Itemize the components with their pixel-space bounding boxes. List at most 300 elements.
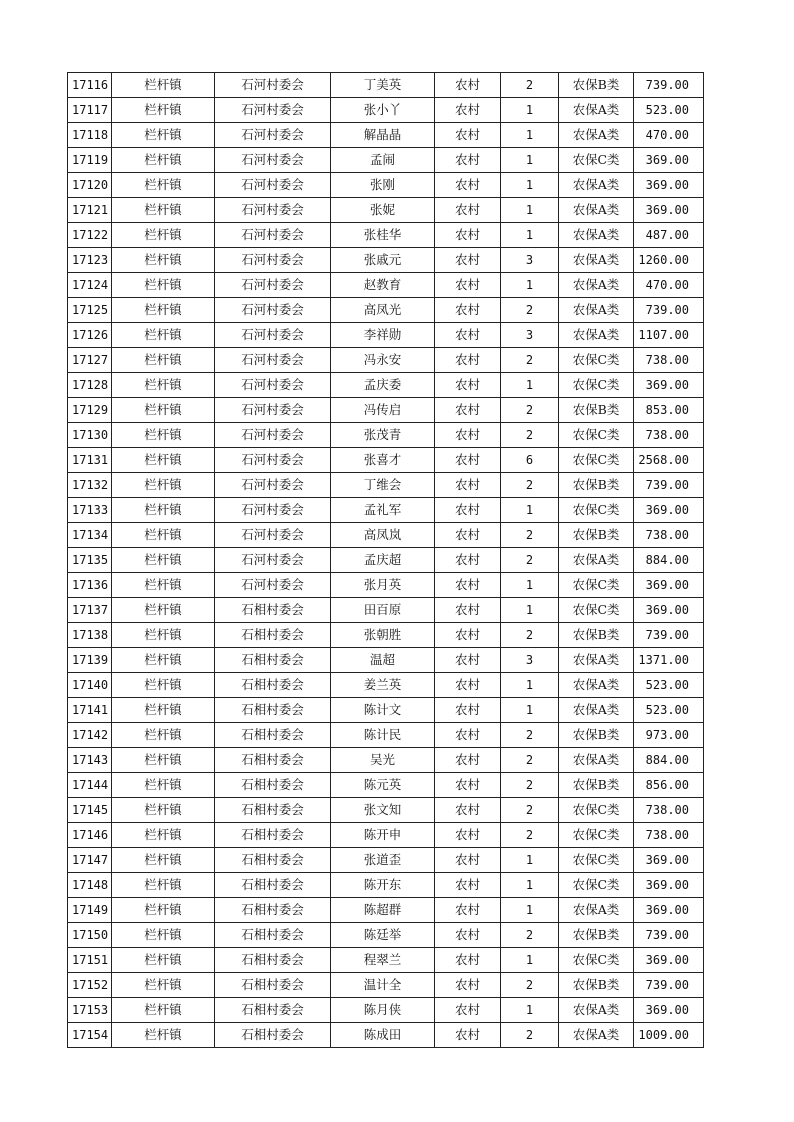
person-name-cell: 孟庆委 [331, 373, 435, 398]
insurance-category-cell: 农保B类 [559, 723, 634, 748]
record-id-cell: 17120 [68, 173, 112, 198]
member-count-cell: 2 [501, 298, 559, 323]
household-type-cell: 农村 [435, 973, 501, 998]
amount-cell: 739.00 [634, 473, 704, 498]
village-committee-cell: 石相村委会 [215, 673, 331, 698]
village-committee-cell: 石河村委会 [215, 548, 331, 573]
insurance-category-cell: 农保A类 [559, 198, 634, 223]
insurance-category-cell: 农保A类 [559, 323, 634, 348]
person-name-cell: 张桂华 [331, 223, 435, 248]
village-committee-cell: 石河村委会 [215, 198, 331, 223]
member-count-cell: 3 [501, 323, 559, 348]
table-row [68, 698, 704, 723]
person-name-cell: 张朝胜 [331, 623, 435, 648]
household-type-cell: 农村 [435, 898, 501, 923]
member-count-cell: 1 [501, 123, 559, 148]
village-committee-cell: 石河村委会 [215, 573, 331, 598]
member-count-cell: 2 [501, 348, 559, 373]
household-type-cell: 农村 [435, 323, 501, 348]
insurance-category-cell: 农保A类 [559, 98, 634, 123]
village-committee-cell: 石河村委会 [215, 473, 331, 498]
amount-cell: 369.00 [634, 873, 704, 898]
member-count-cell: 1 [501, 873, 559, 898]
insurance-category-cell: 农保A类 [559, 223, 634, 248]
village-committee-cell: 石相村委会 [215, 948, 331, 973]
household-type-cell: 农村 [435, 123, 501, 148]
town-cell: 栏杆镇 [112, 698, 215, 723]
person-name-cell: 张茂青 [331, 423, 435, 448]
table-row [68, 98, 704, 123]
town-cell: 栏杆镇 [112, 198, 215, 223]
town-cell: 栏杆镇 [112, 673, 215, 698]
town-cell: 栏杆镇 [112, 173, 215, 198]
village-committee-cell: 石河村委会 [215, 123, 331, 148]
household-type-cell: 农村 [435, 598, 501, 623]
town-cell: 栏杆镇 [112, 98, 215, 123]
record-id-cell: 17139 [68, 648, 112, 673]
amount-cell: 739.00 [634, 973, 704, 998]
member-count-cell: 1 [501, 173, 559, 198]
record-id-cell: 17133 [68, 498, 112, 523]
table-row [68, 223, 704, 248]
person-name-cell: 张戚元 [331, 248, 435, 273]
table-row [68, 873, 704, 898]
member-count-cell: 2 [501, 398, 559, 423]
village-committee-cell: 石相村委会 [215, 1023, 331, 1048]
household-type-cell: 农村 [435, 998, 501, 1023]
town-cell: 栏杆镇 [112, 148, 215, 173]
town-cell: 栏杆镇 [112, 298, 215, 323]
table-row [68, 1023, 704, 1048]
amount-cell: 884.00 [634, 748, 704, 773]
insurance-category-cell: 农保A类 [559, 698, 634, 723]
table-row [68, 198, 704, 223]
village-committee-cell: 石河村委会 [215, 298, 331, 323]
member-count-cell: 2 [501, 623, 559, 648]
insurance-category-cell: 农保A类 [559, 548, 634, 573]
person-name-cell: 孟庆超 [331, 548, 435, 573]
person-name-cell: 张月英 [331, 573, 435, 598]
member-count-cell: 1 [501, 698, 559, 723]
person-name-cell: 温计全 [331, 973, 435, 998]
amount-cell: 853.00 [634, 398, 704, 423]
record-id-cell: 17146 [68, 823, 112, 848]
insurance-category-cell: 农保B类 [559, 473, 634, 498]
person-name-cell: 陈超群 [331, 898, 435, 923]
table-row [68, 773, 704, 798]
insurance-category-cell: 农保B类 [559, 973, 634, 998]
insurance-category-cell: 农保C类 [559, 598, 634, 623]
table-row [68, 498, 704, 523]
household-type-cell: 农村 [435, 723, 501, 748]
member-count-cell: 2 [501, 723, 559, 748]
village-committee-cell: 石河村委会 [215, 223, 331, 248]
amount-cell: 523.00 [634, 698, 704, 723]
household-type-cell: 农村 [435, 273, 501, 298]
town-cell: 栏杆镇 [112, 223, 215, 248]
insurance-category-cell: 农保A类 [559, 123, 634, 148]
table-row [68, 73, 704, 98]
table-row [68, 823, 704, 848]
amount-cell: 739.00 [634, 73, 704, 98]
amount-cell: 738.00 [634, 798, 704, 823]
record-id-cell: 17135 [68, 548, 112, 573]
town-cell: 栏杆镇 [112, 498, 215, 523]
person-name-cell: 冯永安 [331, 348, 435, 373]
amount-cell: 369.00 [634, 498, 704, 523]
insurance-category-cell: 农保C类 [559, 798, 634, 823]
amount-cell: 470.00 [634, 273, 704, 298]
household-type-cell: 农村 [435, 398, 501, 423]
amount-cell: 2568.00 [634, 448, 704, 473]
table-row [68, 798, 704, 823]
household-type-cell: 农村 [435, 573, 501, 598]
record-id-cell: 17130 [68, 423, 112, 448]
amount-cell: 369.00 [634, 898, 704, 923]
insurance-category-cell: 农保B类 [559, 623, 634, 648]
village-committee-cell: 石相村委会 [215, 973, 331, 998]
town-cell: 栏杆镇 [112, 973, 215, 998]
village-committee-cell: 石河村委会 [215, 323, 331, 348]
village-committee-cell: 石相村委会 [215, 823, 331, 848]
table-row [68, 398, 704, 423]
record-id-cell: 17134 [68, 523, 112, 548]
record-id-cell: 17140 [68, 673, 112, 698]
town-cell: 栏杆镇 [112, 523, 215, 548]
household-type-cell: 农村 [435, 848, 501, 873]
amount-cell: 1260.00 [634, 248, 704, 273]
town-cell: 栏杆镇 [112, 623, 215, 648]
amount-cell: 884.00 [634, 548, 704, 573]
table-row [68, 273, 704, 298]
amount-cell: 369.00 [634, 598, 704, 623]
table-row [68, 848, 704, 873]
member-count-cell: 2 [501, 1023, 559, 1048]
town-cell: 栏杆镇 [112, 748, 215, 773]
town-cell: 栏杆镇 [112, 848, 215, 873]
record-id-cell: 17122 [68, 223, 112, 248]
table-row [68, 898, 704, 923]
town-cell: 栏杆镇 [112, 1023, 215, 1048]
town-cell: 栏杆镇 [112, 473, 215, 498]
person-name-cell: 陈成田 [331, 1023, 435, 1048]
amount-cell: 739.00 [634, 298, 704, 323]
village-committee-cell: 石相村委会 [215, 723, 331, 748]
person-name-cell: 温超 [331, 648, 435, 673]
record-id-cell: 17141 [68, 698, 112, 723]
table-row [68, 723, 704, 748]
amount-cell: 523.00 [634, 98, 704, 123]
village-committee-cell: 石相村委会 [215, 748, 331, 773]
record-id-cell: 17143 [68, 748, 112, 773]
household-type-cell: 农村 [435, 648, 501, 673]
household-type-cell: 农村 [435, 98, 501, 123]
member-count-cell: 2 [501, 823, 559, 848]
member-count-cell: 1 [501, 848, 559, 873]
table-row [68, 623, 704, 648]
amount-cell: 1107.00 [634, 323, 704, 348]
record-id-cell: 17129 [68, 398, 112, 423]
table-row [68, 598, 704, 623]
household-type-cell: 农村 [435, 923, 501, 948]
table-row [68, 248, 704, 273]
person-name-cell: 程翠兰 [331, 948, 435, 973]
amount-cell: 487.00 [634, 223, 704, 248]
town-cell: 栏杆镇 [112, 348, 215, 373]
table-row [68, 923, 704, 948]
amount-cell: 369.00 [634, 148, 704, 173]
member-count-cell: 3 [501, 648, 559, 673]
person-name-cell: 张道歪 [331, 848, 435, 873]
household-type-cell: 农村 [435, 773, 501, 798]
person-name-cell: 丁美英 [331, 73, 435, 98]
amount-cell: 738.00 [634, 523, 704, 548]
town-cell: 栏杆镇 [112, 73, 215, 98]
person-name-cell: 陈开申 [331, 823, 435, 848]
record-id-cell: 17136 [68, 573, 112, 598]
table-row [68, 548, 704, 573]
person-name-cell: 张刚 [331, 173, 435, 198]
household-type-cell: 农村 [435, 198, 501, 223]
roster-body [68, 73, 704, 1048]
person-name-cell: 姜兰英 [331, 673, 435, 698]
member-count-cell: 2 [501, 973, 559, 998]
insurance-category-cell: 农保C类 [559, 498, 634, 523]
person-name-cell: 高凤岚 [331, 523, 435, 548]
insurance-category-cell: 农保C类 [559, 873, 634, 898]
insurance-category-cell: 农保A类 [559, 748, 634, 773]
person-name-cell: 赵教育 [331, 273, 435, 298]
amount-cell: 470.00 [634, 123, 704, 148]
person-name-cell: 陈月侠 [331, 998, 435, 1023]
village-committee-cell: 石相村委会 [215, 598, 331, 623]
table-row [68, 973, 704, 998]
household-type-cell: 农村 [435, 823, 501, 848]
person-name-cell: 丁维会 [331, 473, 435, 498]
town-cell: 栏杆镇 [112, 573, 215, 598]
household-type-cell: 农村 [435, 473, 501, 498]
insurance-category-cell: 农保C类 [559, 823, 634, 848]
record-id-cell: 17121 [68, 198, 112, 223]
record-id-cell: 17137 [68, 598, 112, 623]
household-type-cell: 农村 [435, 623, 501, 648]
person-name-cell: 孟礼军 [331, 498, 435, 523]
town-cell: 栏杆镇 [112, 798, 215, 823]
table-row [68, 473, 704, 498]
household-type-cell: 农村 [435, 423, 501, 448]
record-id-cell: 17128 [68, 373, 112, 398]
amount-cell: 523.00 [634, 673, 704, 698]
person-name-cell: 陈开东 [331, 873, 435, 898]
record-id-cell: 17118 [68, 123, 112, 148]
insurance-category-cell: 农保A类 [559, 998, 634, 1023]
record-id-cell: 17119 [68, 148, 112, 173]
town-cell: 栏杆镇 [112, 273, 215, 298]
village-committee-cell: 石相村委会 [215, 923, 331, 948]
amount-cell: 739.00 [634, 623, 704, 648]
town-cell: 栏杆镇 [112, 398, 215, 423]
amount-cell: 738.00 [634, 348, 704, 373]
person-name-cell: 解晶晶 [331, 123, 435, 148]
person-name-cell: 张妮 [331, 198, 435, 223]
village-committee-cell: 石河村委会 [215, 148, 331, 173]
insurance-category-cell: 农保B类 [559, 73, 634, 98]
village-committee-cell: 石河村委会 [215, 423, 331, 448]
insurance-category-cell: 农保B类 [559, 523, 634, 548]
member-count-cell: 1 [501, 598, 559, 623]
record-id-cell: 17153 [68, 998, 112, 1023]
household-type-cell: 农村 [435, 523, 501, 548]
member-count-cell: 1 [501, 148, 559, 173]
village-committee-cell: 石相村委会 [215, 873, 331, 898]
member-count-cell: 1 [501, 498, 559, 523]
town-cell: 栏杆镇 [112, 248, 215, 273]
member-count-cell: 2 [501, 473, 559, 498]
village-committee-cell: 石相村委会 [215, 898, 331, 923]
table-row [68, 948, 704, 973]
record-id-cell: 17126 [68, 323, 112, 348]
town-cell: 栏杆镇 [112, 373, 215, 398]
village-committee-cell: 石河村委会 [215, 448, 331, 473]
table-row [68, 523, 704, 548]
village-committee-cell: 石河村委会 [215, 523, 331, 548]
insurance-category-cell: 农保C类 [559, 948, 634, 973]
record-id-cell: 17148 [68, 873, 112, 898]
record-id-cell: 17117 [68, 98, 112, 123]
town-cell: 栏杆镇 [112, 823, 215, 848]
town-cell: 栏杆镇 [112, 723, 215, 748]
household-type-cell: 农村 [435, 73, 501, 98]
insurance-category-cell: 农保A类 [559, 648, 634, 673]
household-type-cell: 农村 [435, 548, 501, 573]
amount-cell: 369.00 [634, 848, 704, 873]
member-count-cell: 1 [501, 573, 559, 598]
insurance-category-cell: 农保B类 [559, 398, 634, 423]
person-name-cell: 田百原 [331, 598, 435, 623]
table-row [68, 648, 704, 673]
town-cell: 栏杆镇 [112, 598, 215, 623]
record-id-cell: 17123 [68, 248, 112, 273]
record-id-cell: 17124 [68, 273, 112, 298]
member-count-cell: 1 [501, 198, 559, 223]
record-id-cell: 17152 [68, 973, 112, 998]
person-name-cell: 陈计文 [331, 698, 435, 723]
village-committee-cell: 石河村委会 [215, 98, 331, 123]
member-count-cell: 3 [501, 248, 559, 273]
member-count-cell: 1 [501, 273, 559, 298]
town-cell: 栏杆镇 [112, 873, 215, 898]
record-id-cell: 17131 [68, 448, 112, 473]
village-committee-cell: 石相村委会 [215, 798, 331, 823]
roster-table [67, 72, 704, 1048]
record-id-cell: 17145 [68, 798, 112, 823]
record-id-cell: 17149 [68, 898, 112, 923]
member-count-cell: 1 [501, 98, 559, 123]
amount-cell: 369.00 [634, 373, 704, 398]
town-cell: 栏杆镇 [112, 448, 215, 473]
household-type-cell: 农村 [435, 298, 501, 323]
amount-cell: 856.00 [634, 773, 704, 798]
record-id-cell: 17125 [68, 298, 112, 323]
amount-cell: 369.00 [634, 948, 704, 973]
household-type-cell: 农村 [435, 373, 501, 398]
household-type-cell: 农村 [435, 148, 501, 173]
amount-cell: 1009.00 [634, 1023, 704, 1048]
person-name-cell: 孟闹 [331, 148, 435, 173]
insurance-category-cell: 农保B类 [559, 923, 634, 948]
amount-cell: 369.00 [634, 173, 704, 198]
village-committee-cell: 石河村委会 [215, 248, 331, 273]
member-count-cell: 1 [501, 673, 559, 698]
village-committee-cell: 石河村委会 [215, 348, 331, 373]
amount-cell: 738.00 [634, 423, 704, 448]
member-count-cell: 2 [501, 523, 559, 548]
insurance-category-cell: 农保A类 [559, 173, 634, 198]
town-cell: 栏杆镇 [112, 923, 215, 948]
table-row [68, 748, 704, 773]
amount-cell: 1371.00 [634, 648, 704, 673]
household-type-cell: 农村 [435, 873, 501, 898]
amount-cell: 369.00 [634, 998, 704, 1023]
insurance-category-cell: 农保C类 [559, 148, 634, 173]
village-committee-cell: 石河村委会 [215, 73, 331, 98]
village-committee-cell: 石相村委会 [215, 698, 331, 723]
insurance-category-cell: 农保A类 [559, 898, 634, 923]
record-id-cell: 17150 [68, 923, 112, 948]
household-type-cell: 农村 [435, 223, 501, 248]
amount-cell: 739.00 [634, 923, 704, 948]
person-name-cell: 陈廷举 [331, 923, 435, 948]
insurance-category-cell: 农保A类 [559, 248, 634, 273]
amount-cell: 738.00 [634, 823, 704, 848]
village-committee-cell: 石相村委会 [215, 773, 331, 798]
person-name-cell: 张文知 [331, 798, 435, 823]
member-count-cell: 2 [501, 548, 559, 573]
table-row [68, 373, 704, 398]
record-id-cell: 17116 [68, 73, 112, 98]
record-id-cell: 17147 [68, 848, 112, 873]
insurance-category-cell: 农保C类 [559, 348, 634, 373]
member-count-cell: 2 [501, 923, 559, 948]
table-row [68, 998, 704, 1023]
household-type-cell: 农村 [435, 448, 501, 473]
table-row [68, 148, 704, 173]
village-committee-cell: 石河村委会 [215, 273, 331, 298]
member-count-cell: 2 [501, 798, 559, 823]
table-row [68, 573, 704, 598]
insurance-category-cell: 农保A类 [559, 1023, 634, 1048]
person-name-cell: 张喜才 [331, 448, 435, 473]
village-committee-cell: 石相村委会 [215, 998, 331, 1023]
person-name-cell: 吴光 [331, 748, 435, 773]
household-type-cell: 农村 [435, 498, 501, 523]
insurance-category-cell: 农保A类 [559, 298, 634, 323]
household-type-cell: 农村 [435, 1023, 501, 1048]
town-cell: 栏杆镇 [112, 998, 215, 1023]
table-row [68, 173, 704, 198]
record-id-cell: 17127 [68, 348, 112, 373]
member-count-cell: 1 [501, 898, 559, 923]
record-id-cell: 17138 [68, 623, 112, 648]
town-cell: 栏杆镇 [112, 773, 215, 798]
amount-cell: 369.00 [634, 573, 704, 598]
record-id-cell: 17144 [68, 773, 112, 798]
town-cell: 栏杆镇 [112, 123, 215, 148]
member-count-cell: 2 [501, 73, 559, 98]
record-id-cell: 17154 [68, 1023, 112, 1048]
village-committee-cell: 石相村委会 [215, 648, 331, 673]
table-row [68, 298, 704, 323]
